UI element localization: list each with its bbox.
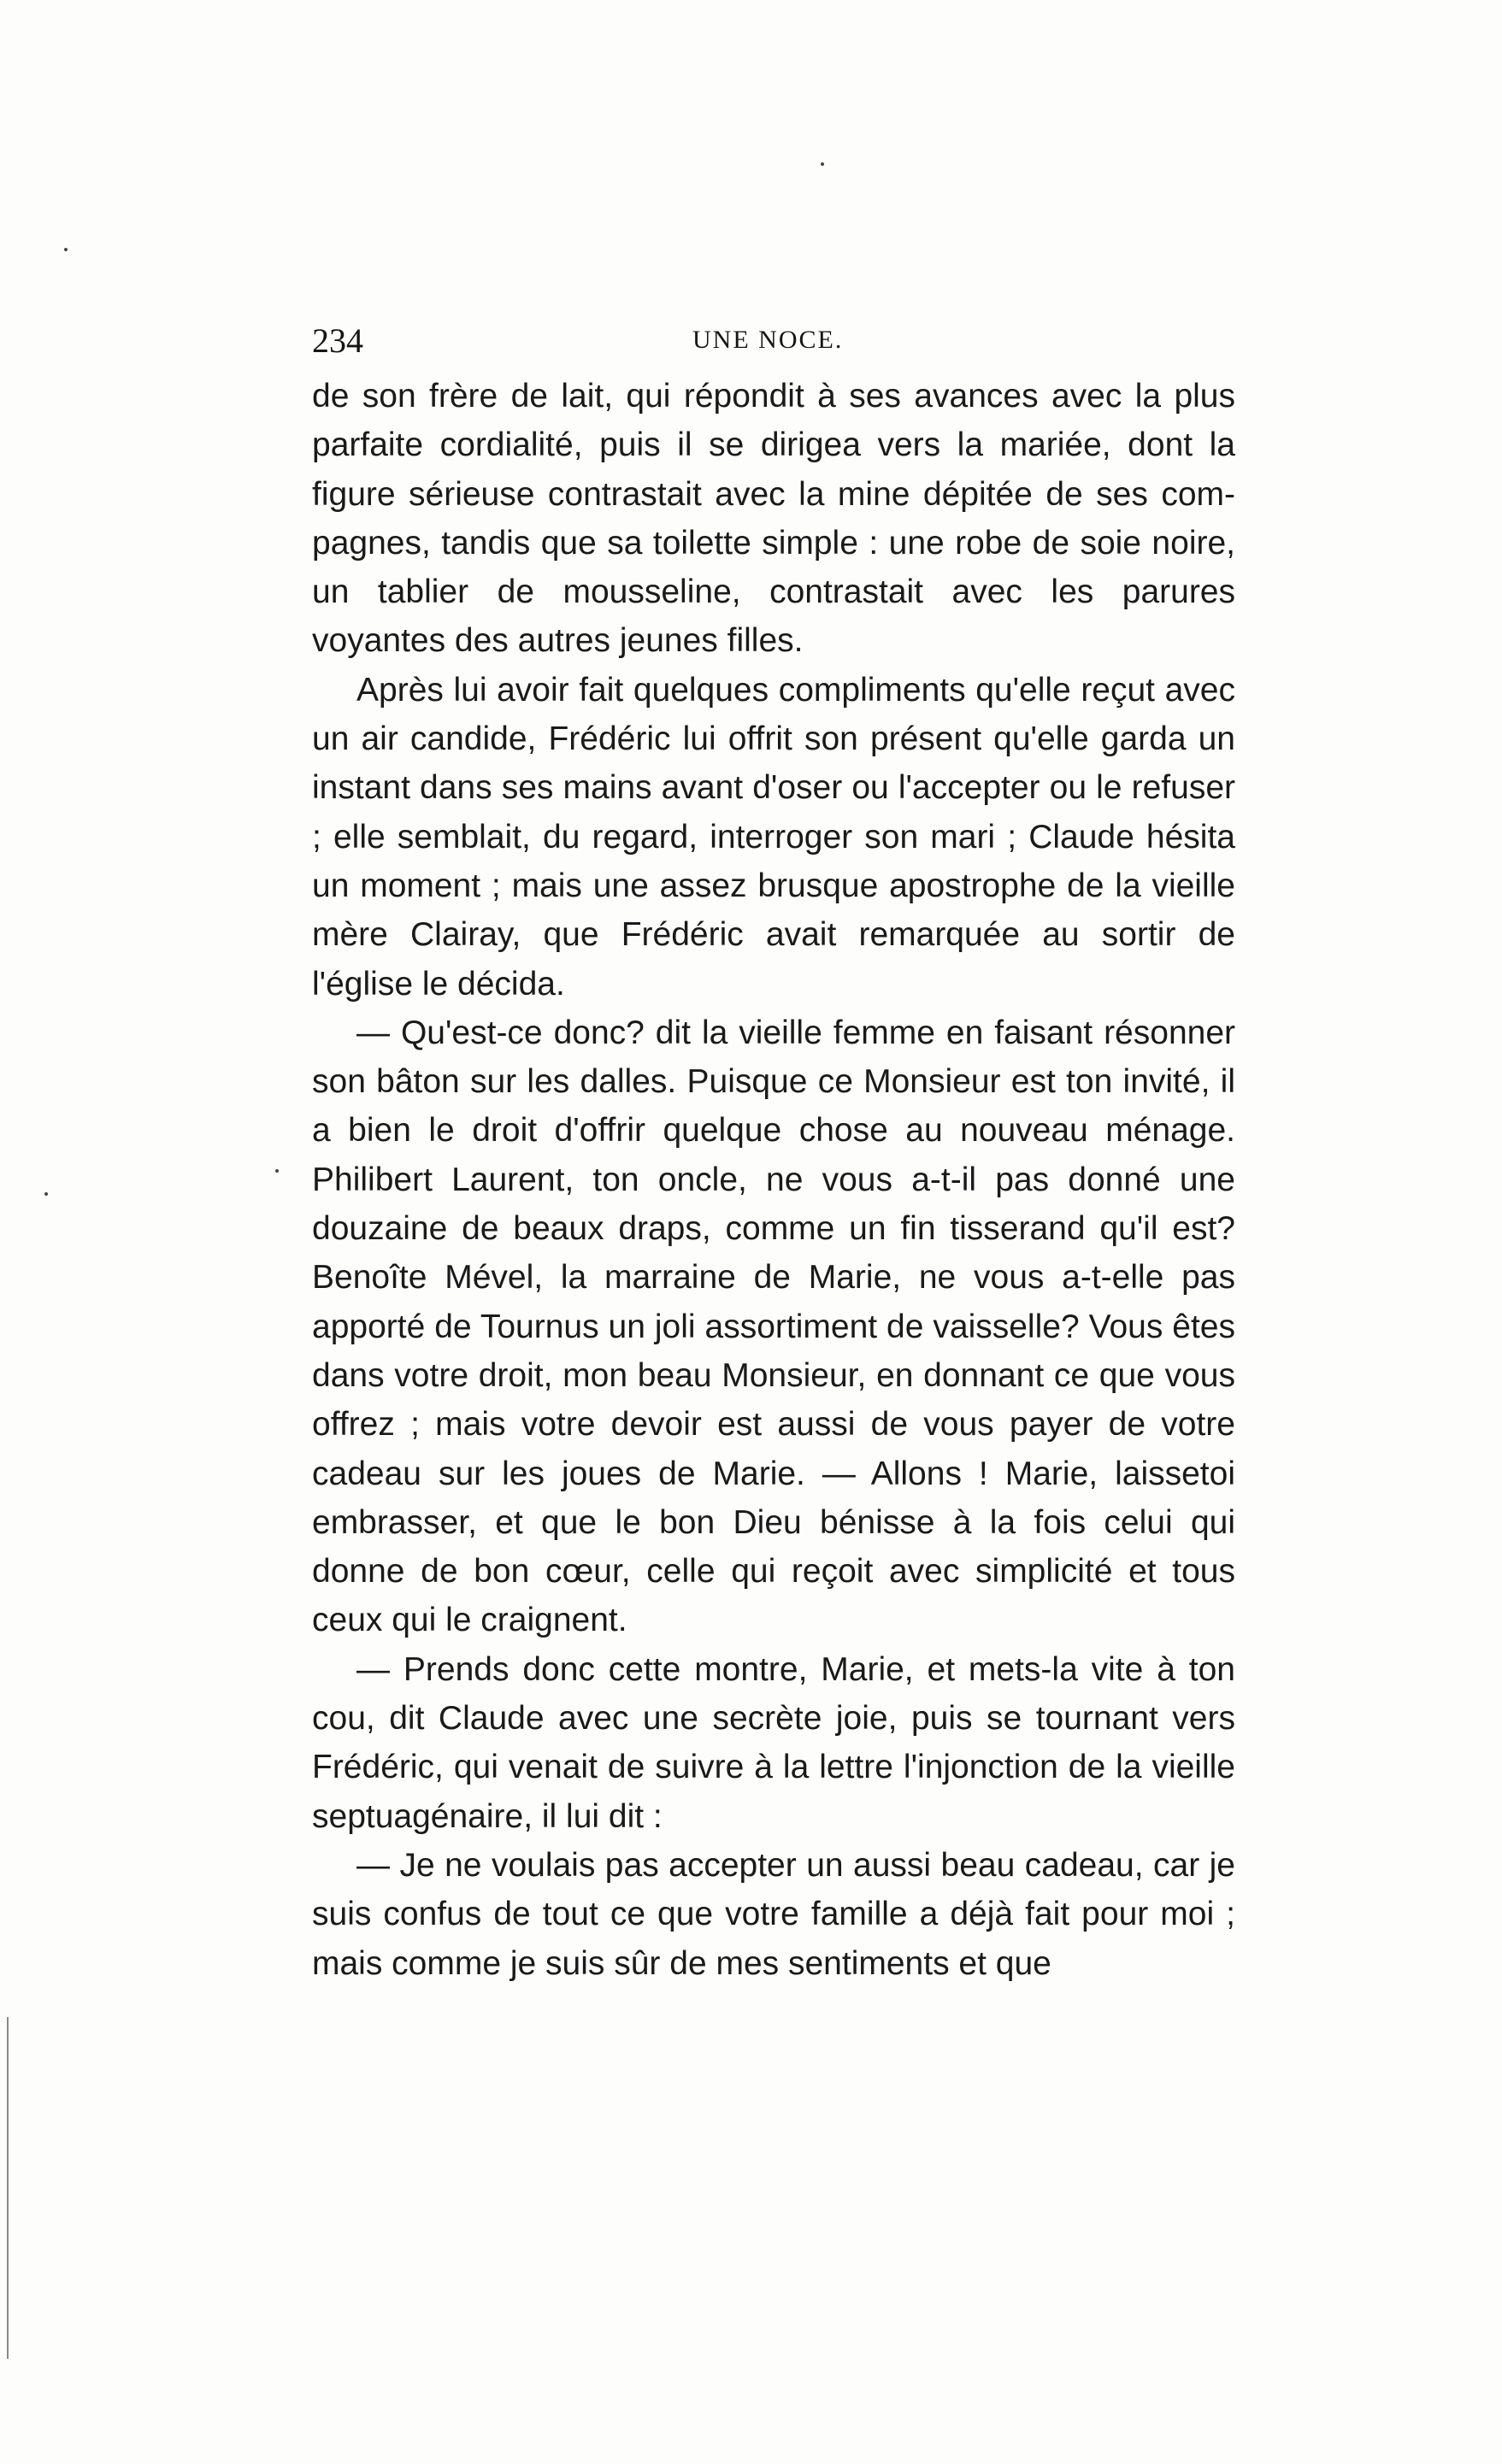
paragraph-dialogue: — Qu'est-ce donc? dit la vieille femme en faisant résonner son bâton sur les dalles. Puisque ce Monsieur est ton invité, il a bien le droit d'offrir quelque chose au nouveau ménage. Philibert Laurent, ton oncle, ne vous a-t-il pas donné une douzaine de beaux draps, comme un fin tisserand qu'il est? Benoîte Mével, la marraine de Marie, ne vous a-t-elle pas apporté de Tournus un joli assortiment de vaisselle? Vous êtes dans votre droit, mon beau Monsieur, en donnant ce que vous offrez ; mais votre devoir est aussi de vous payer de votre cadeau sur les joues de Marie. — Allons ! Marie, laissetoi embrasser, et que le bon Dieu bénisse à la fois celui qui donne de bon cœur, celle qui reçoit avec simplicité et tous ceux qui le craignent. <box>312 1014 1235 1639</box>
scan-speck <box>44 1192 48 1196</box>
paragraph: Après lui avoir fait quelques compliments qu'elle reçut avec un air candide, Frédéric lui offrit son présent qu'elle garda un instant dans ses mains avant d'oser ou l'accepter ou le refuser ; elle semblait, du regard, interroger son mari ; Claude hésita un moment ; mais une assez brusque apostrophe de la vieille mère Clairay, que Frédéric avait remarquée au sortir de l'église le décida. <box>312 671 1235 1003</box>
page-number: 234 <box>312 321 363 360</box>
running-title: UNE NOCE. <box>692 326 844 354</box>
body-text <box>312 372 1235 1988</box>
scan-margin-rule <box>7 2017 9 2359</box>
scan-speck <box>821 162 824 166</box>
paragraph-dialogue: — Je ne voulais pas accepter un aussi beau cadeau, car je suis confus de tout ce que votre famille a déjà fait pour moi ; mais comme je suis sûr de mes sentiments et que <box>312 1846 1235 1982</box>
paragraph-continued: de son frère de lait, qui répondit à ses avances avec la plus parfaite cordialité, puis il se dirigea vers la mariée, dont la figure sérieuse contrastait avec la mine dépitée de ses compagnes, tandis que sa toilette simple : une robe de soie noire, un tablier de mousseline, contrastait avec les parures voyantes des autres jeunes filles. <box>312 378 1235 660</box>
paragraph-dialogue: — Prends donc cette montre, Marie, et mets-la vite à ton cou, dit Claude avec une secrète joie, puis se tournant vers Frédéric, qui venait de suivre à la lettre l'injonction de la vieille septuagénaire, il lui dit : <box>312 1650 1235 1835</box>
scan-speck <box>275 1169 279 1173</box>
scan-speck <box>64 248 68 251</box>
running-head <box>312 320 1235 368</box>
